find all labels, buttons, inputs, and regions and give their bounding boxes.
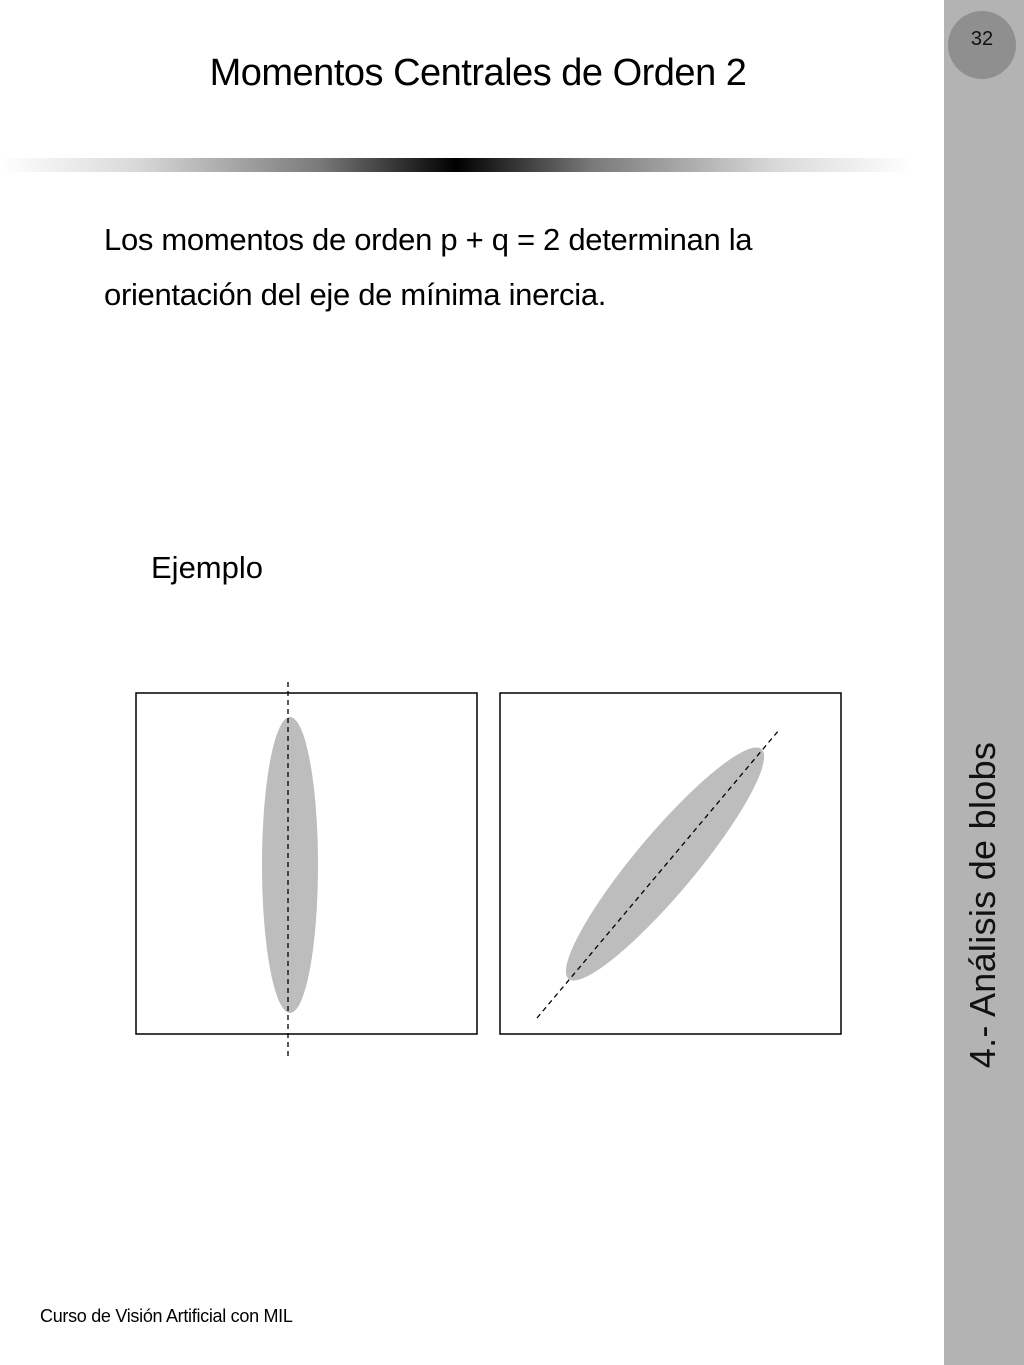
page-number-badge: 32 bbox=[948, 11, 1016, 79]
section-label: 4.- Análisis de blobs bbox=[962, 741, 1003, 1069]
footer-text: Curso de Visión Artificial con MIL bbox=[40, 1306, 293, 1326]
blob-vertical bbox=[262, 717, 318, 1013]
example-label: Ejemplo bbox=[151, 550, 263, 585]
body-text: Los momentos de orden p + q = 2 determinan la orientación del eje de mínima inercia. bbox=[104, 222, 753, 312]
sidebar bbox=[944, 0, 1024, 1365]
panel-diagonal-blob bbox=[500, 693, 841, 1034]
panel-vertical-blob bbox=[136, 682, 477, 1058]
slide-title: Momentos Centrales de Orden 2 bbox=[209, 52, 747, 94]
